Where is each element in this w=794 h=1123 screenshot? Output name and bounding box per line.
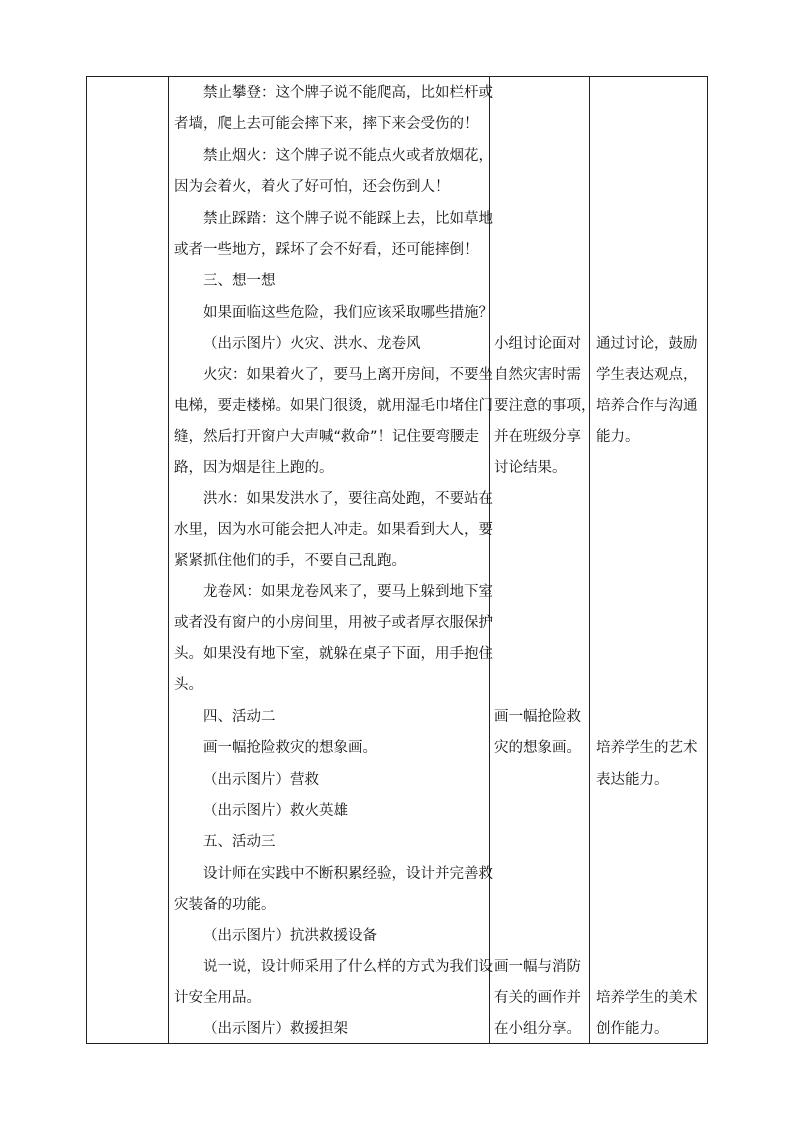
activity-line: 小组讨论面对 [494, 336, 581, 352]
intent-line: 能力。 [596, 429, 640, 445]
content-line: 头。 [174, 677, 203, 693]
content-line: 缝，然后打开窗户大声喊“救命”！记住要弯腰走 [174, 429, 480, 445]
content-line: （出示图片）营救 [203, 772, 319, 788]
content-line: 计安全用品。 [174, 990, 261, 1006]
content-line: 紧紧抓住他们的手，不要自己乱跑。 [174, 553, 406, 569]
column-divider [168, 76, 169, 1044]
content-line: （出示图片）火灾、洪水、龙卷风 [203, 336, 421, 352]
content-line: 水里，因为水可能会把人冲走。如果看到大人，要 [174, 522, 493, 538]
activity-line: 画一幅抢险救 [494, 709, 581, 725]
content-line: 火灾：如果着火了，要马上离开房间，不要坐 [203, 367, 493, 383]
intent-line: 学生表达观点， [596, 367, 698, 383]
activity-line: 有关的画作并 [494, 990, 581, 1006]
activity-line: 要注意的事项， [494, 398, 596, 414]
content-line: 画一幅抢险救灾的想象画。 [203, 740, 377, 756]
section-heading: 四、活动二 [203, 709, 276, 725]
content-line: 灾装备的功能。 [174, 897, 276, 913]
intent-line: 表达能力。 [596, 772, 669, 788]
content-line: （出示图片）救火英雄 [203, 803, 348, 819]
activity-line: 自然灾害时需 [494, 367, 581, 383]
activity-line: 灾的想象画。 [494, 740, 581, 756]
content-line: 龙卷风：如果龙卷风来了，要马上躲到地下室 [203, 584, 493, 600]
activity-line: 在小组分享。 [494, 1021, 581, 1037]
column-divider [589, 76, 590, 1044]
content-line: 说一说，设计师采用了什么样的方式为我们设 [203, 959, 493, 975]
section-heading: 五、活动三 [203, 834, 276, 850]
intent-line: 通过讨论，鼓励 [596, 336, 698, 352]
content-line: 电梯，要走楼梯。如果门很烫，就用湿毛巾堵住门 [174, 398, 493, 414]
intent-line: 创作能力。 [596, 1021, 669, 1037]
content-line: 禁止烟火：这个牌子说不能点火或者放烟花， [203, 148, 493, 164]
content-line: 禁止踩踏：这个牌子说不能踩上去，比如草地 [203, 211, 493, 227]
activity-line: 讨论结果。 [494, 460, 567, 476]
activity-line: 并在班级分享 [494, 429, 581, 445]
section-heading: 三、想一想 [203, 273, 276, 289]
content-line: 或者没有窗户的小房间里，用被子或者厚衣服保护 [174, 615, 493, 631]
content-line: 头。如果没有地下室，就躲在桌子下面，用手抱住 [174, 646, 493, 662]
intent-line: 培养学生的美术 [596, 990, 698, 1006]
content-line: 路，因为烟是往上跑的。 [174, 460, 334, 476]
content-line: 者墙，爬上去可能会摔下来，摔下来会受伤的！ [174, 116, 479, 132]
content-line: 或者一些地方，踩坏了会不好看，还可能摔倒！ [174, 242, 479, 258]
content-line: （出示图片）救援担架 [203, 1021, 348, 1037]
content-line: （出示图片）抗洪救援设备 [203, 928, 377, 944]
intent-line: 培养合作与沟通 [596, 398, 698, 414]
content-line: 设计师在实践中不断积累经验，设计并完善救 [203, 866, 493, 882]
content-line: 禁止攀登：这个牌子说不能爬高，比如栏杆或 [203, 85, 493, 101]
content-line: 如果面临这些危险，我们应该采取哪些措施？ [203, 305, 493, 321]
content-line: 洪水：如果发洪水了，要往高处跑，不要站在 [203, 491, 493, 507]
intent-line: 培养学生的艺术 [596, 740, 698, 756]
content-line: 因为会着火，着火了好可怕，还会伤到人！ [174, 179, 450, 195]
activity-line: 画一幅与消防 [494, 959, 581, 975]
